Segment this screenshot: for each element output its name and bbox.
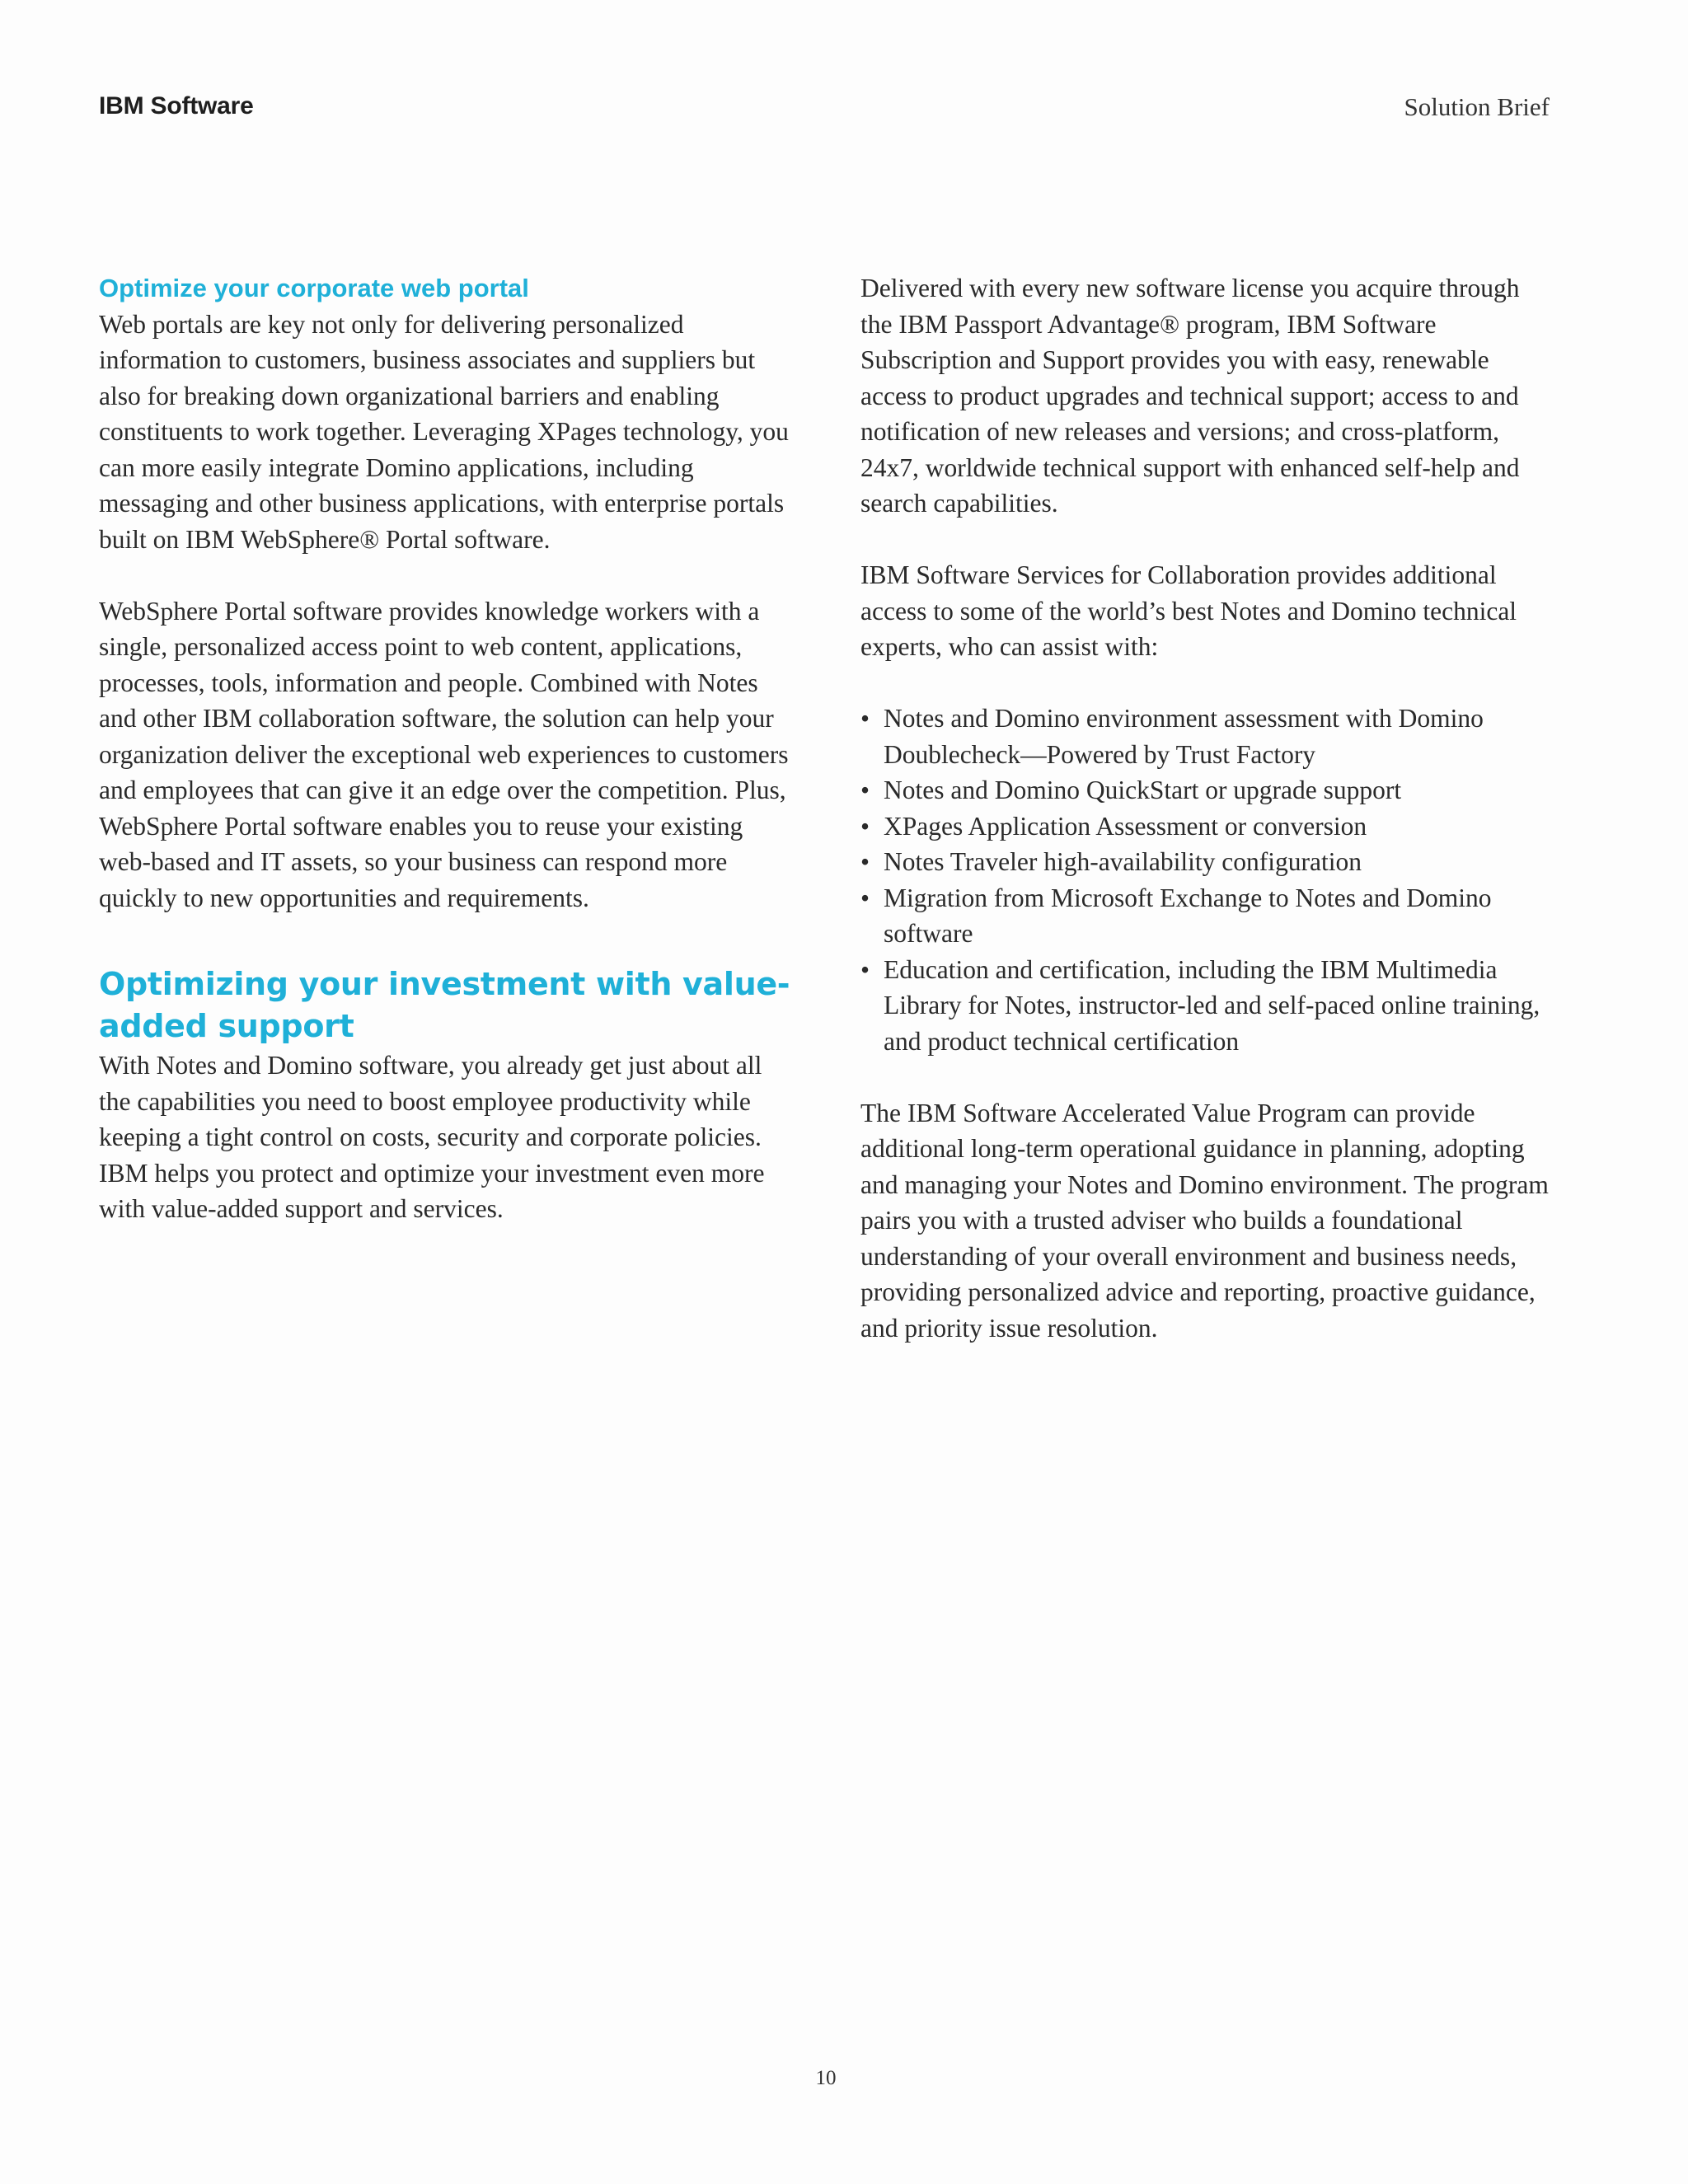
list-item: • Notes and Domino QuickStart or upgrade support (860, 772, 1553, 808)
page-number: 10 (815, 2067, 837, 2089)
header-document-type: Solution Brief (1404, 92, 1550, 121)
subheading-web-portal: Optimize your corporate web portal (99, 274, 529, 302)
paragraph-accelerated-value-program: The IBM Software Accelerated Value Program can provide additional long-term operational guidance in planning, adopting and managing your Notes and Domino environment. The program pairs you with a trusted adviser who builds a foundational understanding of your overall environment and business needs, providing personalized advice and reporting, proactive guidance, and priority issue resolution. (860, 1098, 1549, 1343)
list-item: • Notes Traveler high-availability configuration (860, 844, 1553, 880)
list-item: • Notes and Domino environment assessment with Domino Doublecheck—Powered by Trust Factory (860, 701, 1553, 772)
left-column (99, 270, 791, 1227)
section-heading-investment: Optimizing your investment with value-added support (99, 966, 790, 1044)
paragraph-subscription-support: Delivered with every new software license you acquire through the IBM Passport Advantage® program, IBM Software Subscription and Support provides you with easy, renewable access to product upgrades and technical support; access to and notification of new releases and versions; and cross-platform, 24x7, worldwide technical support with enhanced self-help and search capabilities. (860, 274, 1520, 518)
services-list (860, 701, 1553, 1059)
list-item: • Migration from Microsoft Exchange to Notes and Domino software (860, 880, 1553, 952)
paragraph-websphere-portal: WebSphere Portal software provides knowledge workers with a single, personalized access point to web content, applications, processes, tools, information and people. Combined with Notes and other IBM collaboration software, the solution can help your organization deliver the exceptional web experiences to customers and employees that can give it an edge over the competition. Plus, WebSphere Portal software enables you to reuse your existing web-based and IT assets, so your business can respond more quickly to new opportunities and requirements. (99, 596, 789, 912)
list-item: • XPages Application Assessment or conversion (860, 808, 1553, 845)
header-brand: IBM Software (99, 92, 254, 120)
paragraph-web-portals: Web portals are key not only for delivering personalized information to customers, business associates and suppliers but also for breaking down organizational barriers and enabling constituents to work together. Leveraging XPages technology, you can more easily integrate Domino applications, including messaging and other business applications, with enterprise portals built on IBM WebSphere® Portal software. (99, 309, 789, 554)
paragraph-software-services: IBM Software Services for Collaboration provides additional access to some of the world’s best Notes and Domino technical experts, who can assist with: (860, 560, 1517, 661)
paragraph-notes-domino-capabilities: With Notes and Domino software, you already get just about all the capabilities you need to boost employee productivity while keeping a tight control on costs, security and corporate policies. IBM helps you protect and optimize your investment even more with value-added support and services. (99, 1051, 765, 1223)
right-column (860, 270, 1553, 1346)
list-item: • Education and certification, including the IBM Multimedia Library for Notes, instructor-led and self-paced online training, and product technical certification (860, 952, 1553, 1060)
